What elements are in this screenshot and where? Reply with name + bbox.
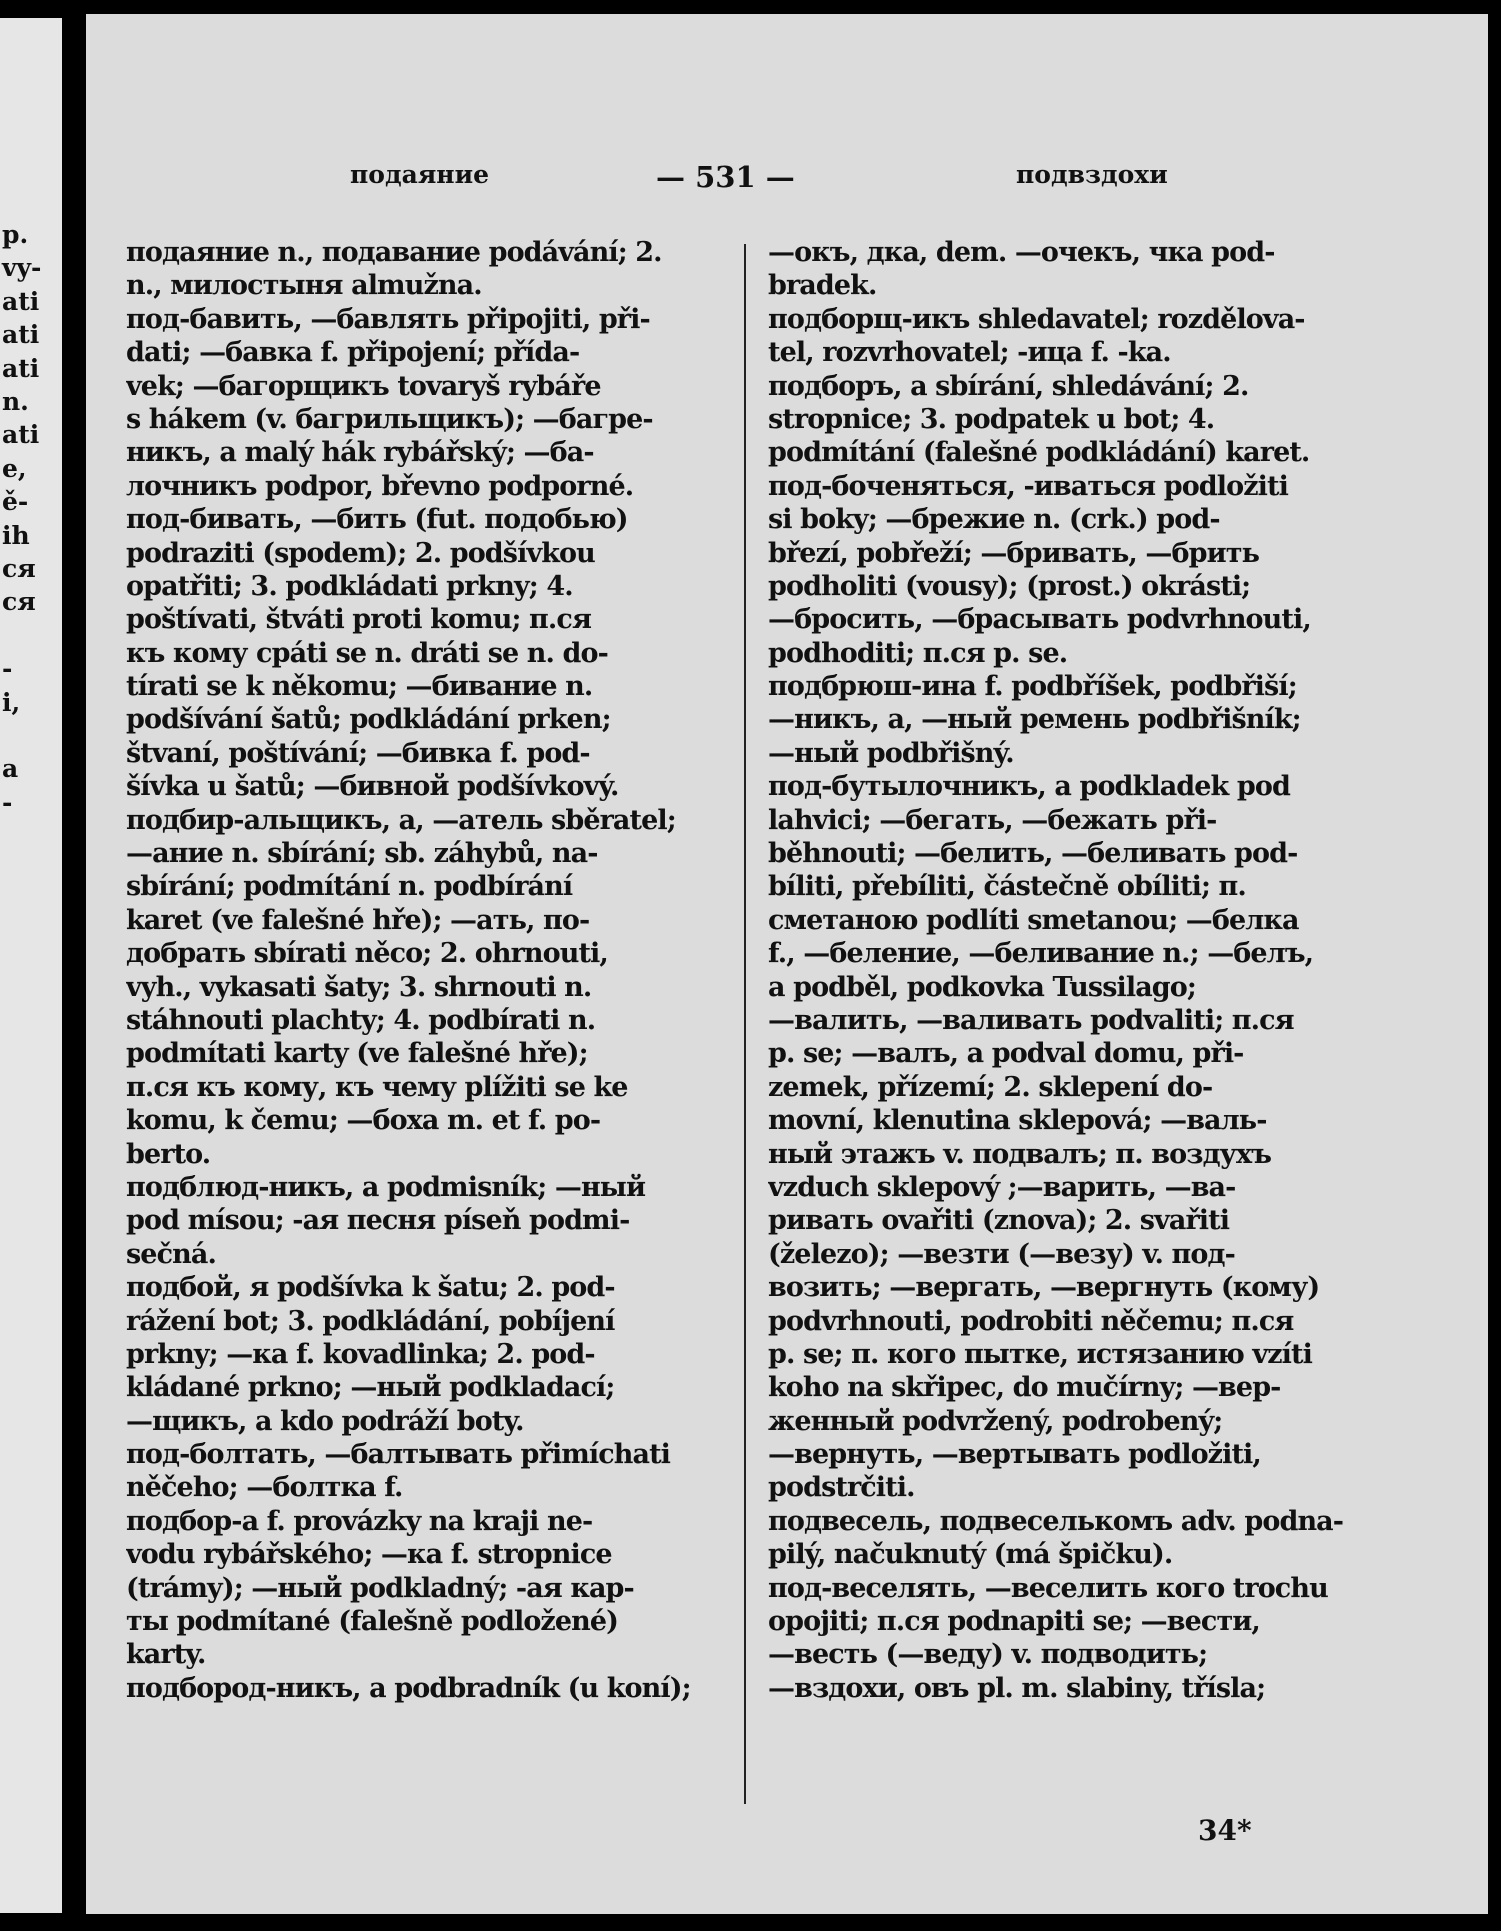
text-line: březí, pobřeží; —бривать, —брить [768, 537, 1259, 569]
text-line: šívka u šatů; —бивной podšívkový. [126, 771, 619, 803]
text-line: под-болтать, —балтывать přimíchati [126, 1439, 671, 1471]
text-line: ный этажъ v. подвалъ; п. воздухъ [768, 1138, 1272, 1170]
right-column [768, 236, 1458, 1705]
text-line: добрать sbírati něco; 2. ohrnouti, [126, 938, 608, 970]
text-line: stáhnouti plachty; 4. podbírati n. [126, 1004, 596, 1036]
text-line: karty. [126, 1639, 206, 1671]
left-column [126, 236, 738, 1705]
text-line: подблюд-никъ, a podmisník; —ный [126, 1171, 646, 1203]
text-line: подбой, я podšívka k šatu; 2. pod- [126, 1272, 615, 1304]
margin-fragment: - [2, 654, 13, 684]
text-line: подаяние n., подавание podávání; 2. [126, 237, 662, 268]
margin-fragment: - [2, 787, 13, 817]
margin-fragment: ih [2, 520, 30, 550]
text-line: podmítání (falešné podkládání) karet. [768, 437, 1310, 469]
text-line: movní, klenutina sklepová; —валь- [768, 1105, 1267, 1137]
page-number: — 531 — [656, 160, 795, 194]
text-line: tel, rozvrhovatel; -ица f. -ka. [768, 337, 1171, 369]
text-line: sečná. [126, 1238, 216, 1270]
text-line: ривать ovařiti (znova); 2. svařiti [768, 1205, 1230, 1237]
text-line: podšívání šatů; podkládání prken; [126, 704, 611, 736]
text-line: подборщ-икъ shledavatel; rozdělova- [768, 303, 1305, 335]
text-line: dati; —бавка f. připojení; přída- [126, 337, 580, 369]
text-line: a podběl, podkovka Tussilago; [768, 971, 1196, 1003]
text-line: —валить, —валивать podvaliti; п.ся [768, 1004, 1294, 1036]
previous-page-edge [0, 18, 62, 1913]
text-line: bradek. [768, 270, 877, 302]
margin-fragment: n. [2, 387, 29, 416]
signature-mark: 34* [1198, 1814, 1252, 1847]
text-line: женный podvržený, podrobený; [768, 1405, 1223, 1437]
text-line: opojiti; п.ся podnapiti se; —вести, [768, 1606, 1260, 1638]
text-line: —никъ, a, —ный ремень podbřišník; [768, 704, 1301, 736]
text-line: под-бутылочникъ, a podkladek pod [768, 771, 1290, 803]
text-line: f., —беление, —беливание n.; —белъ, [768, 938, 1314, 970]
text-line: podvrhnouti, podrobiti něčemu; п.ся [768, 1305, 1294, 1337]
text-line: bíliti, přebíliti, částečně obíliti; п. [768, 871, 1246, 903]
text-line: —окъ, дка, dem. —очекъ, чка pod- [768, 237, 1275, 268]
text-line: —вернуть, —вертывать podložiti, [768, 1439, 1261, 1471]
text-line: sbírání; podmítání n. podbírání [126, 871, 573, 903]
text-line: pilý, načuknutý (má špičku). [768, 1539, 1173, 1571]
text-line: p. se; п. кого пытке, истязанию vzíti [768, 1338, 1312, 1370]
text-line: podhoditi; п.ся p. se. [768, 637, 1068, 669]
margin-fragment: e, [2, 453, 27, 483]
text-line: lahvici; —бегать, —бежать při- [768, 804, 1217, 836]
text-line: tírati se k někomu; —бивание n. [126, 671, 593, 703]
text-line: —весть (—веду) v. подводить; [768, 1639, 1208, 1671]
text-line: podraziti (spodem); 2. podšívkou [126, 537, 595, 569]
text-line: opatřiti; 3. podkládati prkny; 4. [126, 570, 573, 602]
text-line: подборъ, a sbírání, shledávání; 2. [768, 370, 1249, 402]
margin-fragment: ся [2, 554, 36, 583]
text-line: s hákem (v. багрильщикъ); —багре- [126, 403, 653, 435]
margin-fragment: ati [2, 320, 40, 350]
text-line: (železo); —везти (—везу) v. под- [768, 1238, 1235, 1270]
text-line: p. se; —валъ, a podval domu, při- [768, 1038, 1244, 1070]
margin-fragment: a [2, 754, 19, 784]
text-line: —щикъ, a kdo podráží boty. [126, 1405, 524, 1437]
text-line: karet (ve falešné hře); —ать, по- [126, 904, 590, 936]
text-line: podstrčiti. [768, 1472, 915, 1504]
text-line: под-бавить, —бавлять připojiti, při- [126, 303, 650, 335]
text-line: vodu rybářského; —ка f. stropnice [126, 1539, 612, 1571]
header-left-guide-word: подаяние [350, 160, 490, 189]
margin-fragment: i, [2, 687, 21, 717]
text-line: podholiti (vousy); (prost.) okrásti; [768, 570, 1251, 602]
text-line: подбор-а f. provázky na kraji ne- [126, 1505, 593, 1537]
text-line: под-веселять, —веселить кого trochu [768, 1572, 1328, 1604]
text-line: подбрюш-ина f. podbříšek, podbřiší; [768, 671, 1297, 703]
margin-fragment: p. [2, 220, 29, 249]
margin-fragment: ati [2, 420, 40, 450]
text-line: —ание n. sbírání; sb. záhybů, na- [126, 838, 598, 870]
text-line: подбир-альщикъ, a, —атель sběratel; [126, 804, 676, 836]
text-line: (trámy); —ный podkladný; -ая кар- [126, 1572, 634, 1604]
text-line: подбород-никъ, a podbradník (u koní); [126, 1672, 691, 1704]
text-line: prkny; —ка f. kovadlinka; 2. pod- [126, 1338, 595, 1370]
text-line: ты podmítané (falešně podložené) [126, 1606, 619, 1638]
text-line: n., милостыня almužna. [126, 270, 482, 302]
text-line: —вздохи, овъ pl. m. slabiny, třísla; [768, 1672, 1266, 1704]
text-line: kládané prkno; —ный podkladací; [126, 1372, 615, 1404]
text-line: vzduch sklepový ;—варить, —ва- [768, 1171, 1236, 1203]
text-line: лочникъ podpor, břevno podporné. [126, 470, 634, 502]
header-right-guide-word: подвздохи [1016, 160, 1168, 189]
margin-fragment: ся [2, 587, 36, 617]
text-line: komu, k čemu; —боха m. et f. po- [126, 1105, 601, 1137]
text-line: под-боченяться, -иваться podložiti [768, 470, 1288, 502]
text-line: koho na skřipec, do mučírny; —вер- [768, 1372, 1281, 1404]
text-line: возить; —вергать, —вергнуть (кому) [768, 1272, 1320, 1304]
text-line: сметаною podlíti smetanou; —белка [768, 904, 1299, 936]
text-line: къ кому cpáti se n. dráti se n. do- [126, 637, 608, 669]
text-line: běhnouti; —белить, —беливать pod- [768, 838, 1298, 870]
text-line: —ный podbřišný. [768, 737, 1014, 769]
text-line: si boky; —брежие n. (crk.) pod- [768, 504, 1220, 536]
running-header [86, 160, 1488, 200]
text-line: rážení bot; 3. podkládání, pobíjení [126, 1305, 615, 1337]
text-line: zemek, přízemí; 2. sklepení do- [768, 1071, 1213, 1103]
text-line: pod mísou; -ая песня píseň podmi- [126, 1205, 630, 1237]
text-line: něčeho; —болтка f. [126, 1472, 403, 1504]
text-line: п.ся къ кому, къ чему plížiti se ke [126, 1071, 628, 1103]
margin-fragment: ati [2, 353, 40, 383]
margin-fragment: ě- [2, 487, 29, 517]
text-line: никъ, a malý hák rybářský; —ба- [126, 437, 594, 469]
text-line: vek; —багорщикъ tovaryš rybáře [126, 370, 601, 402]
text-line: vyh., vykasati šaty; 3. shrnouti n. [126, 971, 592, 1003]
text-line: —бросить, —брасывать podvrhnouti, [768, 604, 1311, 636]
dictionary-page [86, 14, 1488, 1914]
text-line: под-бивать, —бить (fut. подобью) [126, 504, 628, 536]
text-line: štvaní, poštívání; —бивка f. pod- [126, 737, 590, 769]
text-line: stropnice; 3. podpatek u bot; 4. [768, 403, 1215, 435]
text-line: berto. [126, 1138, 211, 1170]
text-line: подвесель, подвеселькомъ adv. podna- [768, 1505, 1344, 1537]
text-line: poštívati, štváti proti komu; п.ся [126, 604, 591, 636]
margin-fragment: ati [2, 286, 40, 316]
text-line: podmítati karty (ve falešné hře); [126, 1038, 588, 1070]
column-divider [744, 244, 746, 1804]
margin-fragment: vy- [2, 253, 42, 283]
